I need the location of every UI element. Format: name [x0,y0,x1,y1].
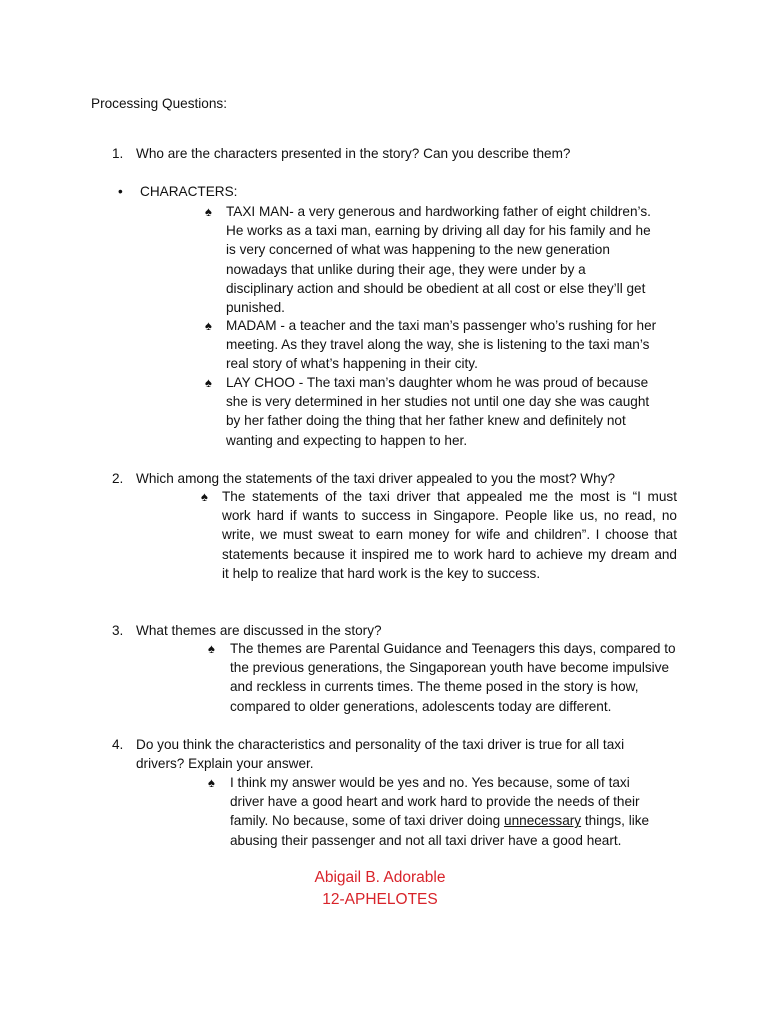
q4-number: 4. [112,737,124,752]
q3-question: What themes are discussed in the story? [136,623,382,638]
text-line: The statements of the taxi driver that appealed me the most is “I must [222,489,677,504]
text-line: I think my answer would be yes and no. Yes because, some of taxi [230,775,630,790]
text-line: drivers? Explain your answer. [136,756,314,772]
q2-question: Which among the statements of the taxi driver appealed to you the most? Why? [136,471,616,486]
text-line: it help to realize that hard work is the key to success. [222,565,541,581]
text-line: The themes are Parental Guidance and Teenagers this days, compared to [230,641,676,656]
text-fragment: things, like [581,813,650,829]
text-line [230,811,649,830]
text-line: driver have a good heart and work hard to provide the needs of their [230,794,640,810]
q2-number: 2. [112,471,124,486]
text-line: write, we must sweat to earn money for wife and children”. I choose that [222,527,677,543]
q3-answer [230,639,676,716]
bullet-icon: • [118,184,123,199]
text-line: work hard if wants to success in Singapore. People like us, no read, no [222,508,677,524]
text-fragment: family. No because, some of taxi driver doing [230,813,505,829]
text-line: the previous generations, the Singaporean youth have become impulsive [230,660,670,676]
text-line: she is very determined in her studies not until one day she was caught [226,394,650,410]
text-line: is very concerned of what was happening to the new generation [226,242,610,258]
spade-icon: ♠ [208,775,215,790]
text-line: nowadays that unlike during their age, they were under by a [226,261,586,277]
text-line: by her father doing the thing that her father knew and definitely not [226,413,626,429]
q4-answer [230,773,649,850]
text-line: Do you think the characteristics and personality of the taxi driver is true for all taxi [136,737,625,752]
q1-question: Who are the characters presented in the story? Can you describe them? [136,146,571,161]
text-line: compared to older generations, adolescents today are different. [230,698,612,714]
text-line: LAY CHOO - The taxi man’s daughter whom he was proud of because [226,375,649,390]
page-heading: Processing Questions: [91,96,228,111]
text-line: meeting. As they travel along the way, she is listening to the taxi man’s [226,337,650,353]
lay-choo-description [226,373,649,450]
q1-number: 1. [112,146,124,161]
spade-icon: ♠ [205,318,212,333]
q2-answer [222,487,677,583]
text-line: TAXI MAN- a very generous and hardworking father of eight children’s. [226,204,651,219]
spade-icon: ♠ [205,204,212,219]
q3-number: 3. [112,623,124,638]
text-line: statements because it inspired me to work hard to achieve my dream and [222,546,677,562]
taxi-man-description [226,202,651,317]
spade-icon: ♠ [208,641,215,656]
characters-label: CHARACTERS: [140,184,238,199]
spade-icon: ♠ [205,375,212,390]
text-line: He works as a taxi man, earning by driving all day for his family and he [226,223,651,239]
text-line: punished. [226,300,285,316]
text-line: real story of what’s happening in their city. [226,356,478,372]
text-line: MADAM - a teacher and the taxi man’s passenger who’s rushing for her [226,318,657,333]
q4-question [136,735,624,773]
text-line: wanting and expecting to happen to her. [226,432,468,448]
text-line: disciplinary action and should be obedient at all cost or else they’ll get [226,280,646,296]
author-name: Abigail B. Adorable [314,869,446,886]
spade-icon: ♠ [201,489,208,504]
text-line: abusing their passenger and not all taxi driver have a good heart. [230,832,622,848]
underlined-word: unnecessary [504,813,582,829]
text-line: and reckless in currents times. The theme posed in the story is how, [230,679,639,695]
author-section: 12-APHELOTES [322,891,438,908]
madam-description [226,316,656,374]
